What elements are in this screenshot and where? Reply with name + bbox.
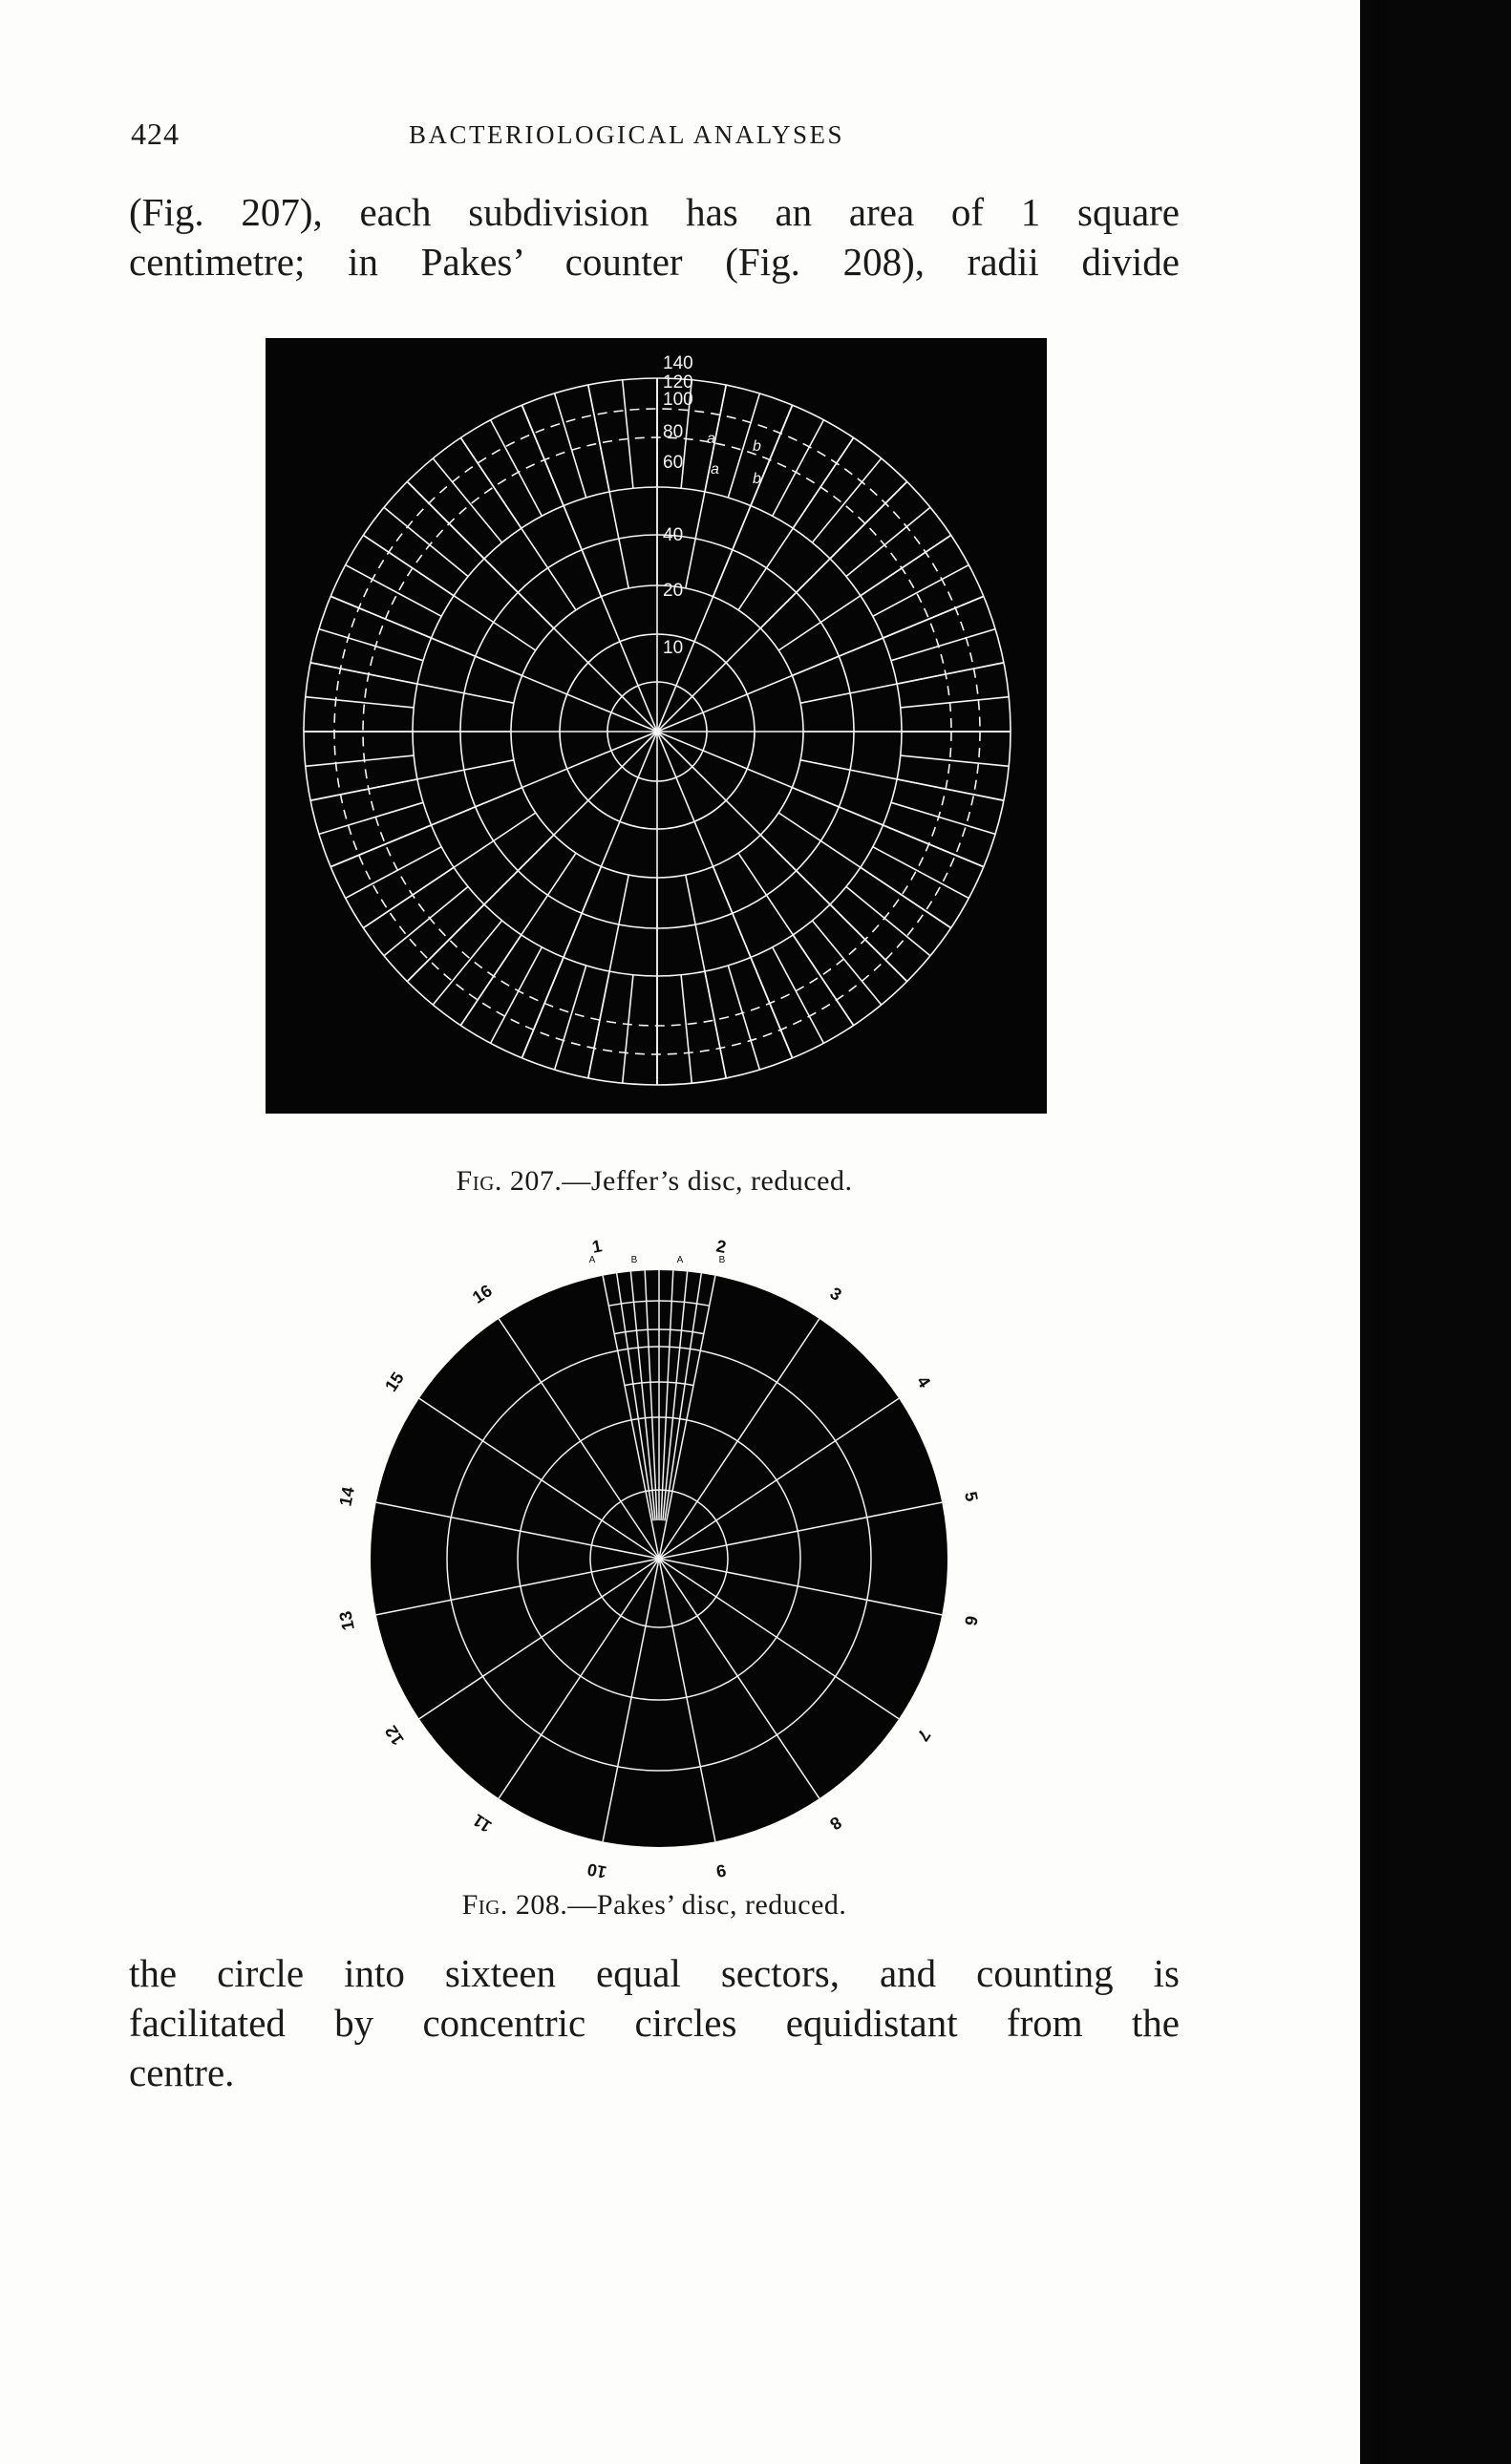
- figure-208-pakes-disc: [325, 1222, 993, 1891]
- text-line: centre.: [129, 2050, 235, 2094]
- figure-208-caption-text: —Pakes’ disc, reduced.: [567, 1889, 847, 1921]
- sector-number: 10: [585, 1859, 608, 1882]
- sector-number: 2: [714, 1236, 728, 1257]
- running-title: BACTERIOLOGICAL ANALYSES: [409, 120, 845, 149]
- sub-sector-letter: B: [718, 1255, 726, 1265]
- paragraph-top: [129, 187, 1180, 287]
- binding-shadow: [1366, 0, 1387, 2464]
- sector-number: 7: [912, 1726, 935, 1745]
- ring-label: 140: [663, 353, 693, 373]
- text-line: facilitated by concentric circles equidistant from the: [129, 2001, 1180, 2045]
- figure-207-caption-prefix: Fig. 207.: [456, 1165, 563, 1197]
- text-line: centimetre; in Pakes’ counter (Fig. 208), radii divide: [129, 240, 1180, 284]
- sector-number: 15: [381, 1369, 408, 1395]
- figure-207-caption-text: —Jeffer’s disc, reduced.: [562, 1165, 853, 1197]
- text-line: (Fig. 207), each subdivision has an area of 1 square: [129, 190, 1180, 234]
- sector-number: 4: [912, 1372, 935, 1391]
- sector-sub-label: b: [753, 438, 761, 455]
- sector-number: 3: [826, 1283, 845, 1306]
- sector-number: 1: [590, 1236, 604, 1257]
- figure-207-jeffers-disc: [266, 338, 1047, 1114]
- sector-sub-label: a: [711, 461, 719, 478]
- sector-number: 11: [469, 1810, 496, 1837]
- sector-number: 5: [961, 1490, 982, 1503]
- sector-sub-label: a: [707, 431, 715, 447]
- ring-label: 10: [663, 638, 684, 658]
- figure-207-caption: [129, 1165, 1180, 1198]
- sub-sector-letter: B: [630, 1255, 638, 1265]
- sub-sector-letter: A: [676, 1255, 684, 1265]
- text-line: the circle into sixteen equal sectors, and counting is: [129, 1951, 1180, 1995]
- sector-number: 9: [714, 1860, 728, 1881]
- ring-label: 40: [663, 525, 684, 545]
- figure-207-plate: [266, 338, 1047, 1114]
- sector-number: 6: [961, 1614, 982, 1627]
- sector-number: 16: [469, 1281, 496, 1307]
- figure-208-caption: [129, 1889, 1180, 1922]
- sub-sector-letter: A: [588, 1255, 596, 1265]
- sector-number: 8: [826, 1812, 845, 1835]
- figure-208-caption-prefix: Fig. 208.: [461, 1889, 568, 1921]
- ring-label: 80: [663, 422, 684, 442]
- page-number: 424: [131, 117, 180, 151]
- ring-label: 120: [663, 372, 693, 393]
- ring-label: 20: [663, 581, 684, 601]
- paragraph-bottom: [129, 1948, 1180, 2097]
- sector-sub-label: b: [753, 471, 761, 487]
- ring-label: 60: [663, 453, 684, 473]
- sector-number: 12: [381, 1722, 408, 1749]
- sector-number: 13: [335, 1609, 358, 1632]
- ring-label: 100: [663, 390, 693, 410]
- sector-number: 14: [335, 1485, 358, 1508]
